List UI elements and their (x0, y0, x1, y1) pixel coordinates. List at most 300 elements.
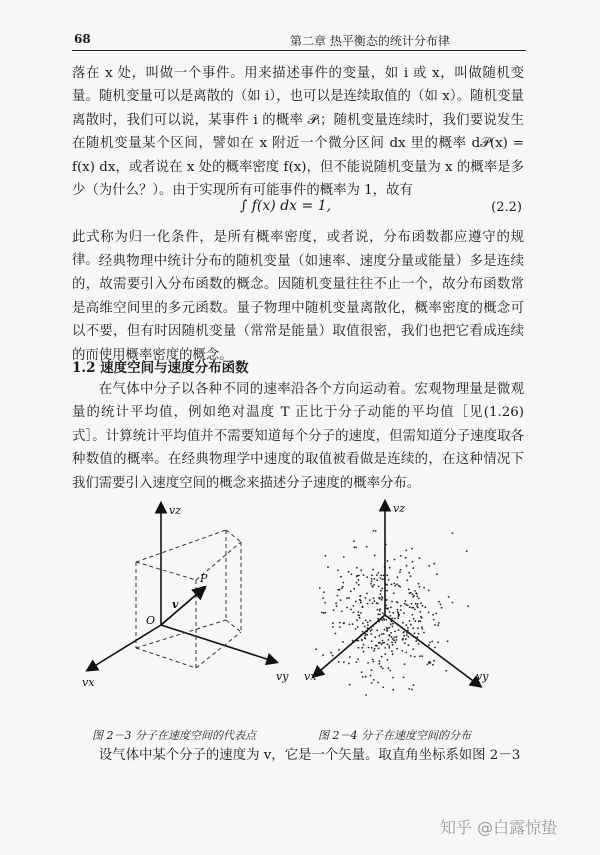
scatter-dot (323, 612, 325, 614)
scatter-dot (371, 578, 373, 580)
scatter-dot (373, 530, 375, 532)
scatter-dot (372, 603, 374, 605)
scatter-dot (396, 636, 398, 638)
scatter-dot (419, 611, 421, 613)
scatter-dot (357, 614, 359, 616)
scatter-dot (406, 579, 408, 581)
scatter-dot (383, 633, 385, 635)
scatter-dot (404, 603, 406, 605)
scatter-dot (339, 589, 341, 591)
scatter-dot (413, 595, 415, 597)
scatter-dot (383, 642, 385, 644)
scatter-dot (373, 584, 375, 586)
scatter-dot (365, 620, 367, 622)
scatter-dot (353, 547, 355, 549)
scatter-dot (379, 610, 381, 612)
scatter-dot (413, 684, 415, 686)
scatter-dot (343, 556, 345, 558)
scatter-dot (324, 602, 326, 604)
scatter-dot (405, 652, 407, 654)
scatter-dot (351, 573, 353, 575)
scatter-dot (452, 532, 454, 534)
label-point: P (200, 572, 208, 585)
scatter-dot (376, 574, 378, 576)
scatter-dot (414, 590, 416, 592)
scatter-dot (365, 597, 367, 599)
scatter-dot (405, 557, 407, 559)
scatter-dot (353, 612, 355, 614)
scatter-dot (372, 569, 374, 571)
scatter-dot (371, 640, 373, 642)
label-vector: v (172, 598, 179, 611)
scatter-dot (412, 567, 414, 569)
scatter-dot (365, 638, 367, 640)
scatter-dot (358, 647, 360, 649)
scatter-dot (405, 604, 407, 606)
scatter-dot (432, 664, 434, 666)
scatter-dot (421, 626, 423, 628)
scatter-dot (362, 622, 364, 624)
scatter-dot (349, 684, 351, 686)
scatter-dot (402, 638, 404, 640)
scatter-dot (361, 647, 363, 649)
scatter-dot (362, 631, 364, 633)
scatter-dot (404, 642, 406, 644)
scatter-dot (389, 627, 391, 629)
scatter-dot (414, 656, 416, 658)
scatter-dot (412, 648, 414, 650)
scatter-dot (380, 593, 382, 595)
scatter-dot (341, 611, 343, 613)
scatter-dot (388, 639, 390, 641)
scatter-dot (388, 579, 390, 581)
scatter-dot (360, 569, 362, 571)
scatter-dot (355, 601, 357, 603)
scatter-dot (353, 540, 355, 542)
scatter-dot (348, 663, 350, 665)
scatter-dot (396, 648, 398, 650)
label-vx: vx (304, 670, 317, 683)
scatter-dot (412, 593, 414, 595)
scatter-dot (448, 596, 450, 598)
scatter-dot (411, 689, 413, 691)
scatter-dot (398, 629, 400, 631)
caption-figure-2-3: 图 2－3 分子在速度空间的代表点 (92, 729, 256, 742)
scatter-dot (413, 607, 415, 609)
scatter-dot (361, 639, 363, 641)
scatter-dot (395, 641, 397, 643)
scatter-dot (372, 586, 374, 588)
scatter-dot (391, 636, 393, 638)
scatter-dot (392, 644, 394, 646)
scatter-dot (324, 612, 326, 614)
scatter-dot (431, 641, 433, 643)
scatter-dot (408, 644, 410, 646)
point-p (202, 586, 206, 590)
scatter-dot (405, 550, 407, 552)
scatter-dot (428, 612, 430, 614)
scatter-dot (340, 576, 342, 578)
scatter-dot (409, 606, 411, 608)
scatter-dot (378, 586, 380, 588)
scatter-dot (397, 602, 399, 604)
scatter-dot (428, 662, 430, 664)
scatter-dot (359, 617, 361, 619)
scatter-dot (332, 622, 334, 624)
scatter-dot (342, 641, 344, 643)
scatter-dot (371, 682, 373, 684)
scatter-dot (397, 617, 399, 619)
scatter-dot (403, 632, 405, 634)
scatter-dot (342, 582, 344, 584)
scatter-dot (379, 660, 381, 662)
scatter-dot (400, 555, 402, 557)
label-vy: vy (476, 670, 489, 683)
paragraph-velocity-space: 在气体中分子以各种不同的速率沿各个方向运动着。宏观物理量是微观量的统计平均值，例如绝对温度 T 正比于分子动能的平均值［见(1.26)式］。计算统计平均值并不需要知道每个分子的速度，但需知道分子速度取各种数值的概率。在经典物理学中速度的取值被看做是连续的，在这种情况下我们需要引入速度空间的概念来描述分子速度的概率分布。 (72, 382, 524, 491)
scatter-dot (386, 627, 388, 629)
scatter-dot (350, 591, 352, 593)
scatter-dot (356, 619, 358, 621)
scatter-dot (391, 601, 393, 603)
scatter-dot (390, 632, 392, 634)
scatter-dot (373, 650, 375, 652)
scatter-dot (432, 614, 434, 616)
scatter-dot (348, 571, 350, 573)
scatter-dot (356, 567, 358, 569)
scatter-dot (380, 666, 382, 668)
scatter-dot (380, 590, 382, 592)
scatter-dot (410, 624, 412, 626)
scatter-dot (467, 605, 469, 607)
scatter-dot (376, 629, 378, 631)
scatter-dot (384, 647, 386, 649)
equation-number: (2.2) (491, 200, 522, 215)
scatter-dot (418, 583, 420, 585)
scatter-dot (371, 574, 373, 576)
scatter-dot (407, 604, 409, 606)
normalization-equation (72, 196, 524, 224)
scatter-dot (424, 606, 426, 608)
label-vz: vz (393, 502, 406, 515)
scatter-dot (369, 599, 371, 601)
scatter-dot (366, 546, 368, 548)
scatter-dot (342, 586, 344, 588)
scatter-dot (421, 655, 423, 657)
scatter-dot (418, 620, 420, 622)
page-header (72, 28, 526, 51)
scatter-dot (364, 635, 366, 637)
scatter-dot (404, 663, 406, 665)
scatter-dot (349, 624, 351, 626)
scatter-dot (361, 671, 363, 673)
scatter-dot (408, 589, 410, 591)
scatter-dot (327, 566, 329, 568)
scatter-dot (452, 602, 454, 604)
scatter-dot (377, 609, 379, 611)
scatter-dot (436, 573, 438, 575)
scatter-dot (325, 555, 327, 557)
scatter-dot (338, 661, 340, 663)
scatter-dot (394, 559, 396, 561)
scatter-dot (386, 590, 388, 592)
scatter-dot (386, 630, 388, 632)
scatter-dot (392, 612, 394, 614)
scatter-dot (369, 620, 371, 622)
scatter-dot (374, 578, 376, 580)
scatter-dot (358, 579, 360, 581)
scatter-dot (376, 645, 378, 647)
scatter-dot (418, 633, 420, 635)
scatter-dot (339, 622, 341, 624)
scatter-dot (363, 644, 365, 646)
scatter-dot (353, 605, 355, 607)
scatter-dot (408, 572, 410, 574)
scatter-dot (399, 586, 401, 588)
scatter-dot (346, 607, 348, 609)
scatter-dot (415, 603, 417, 605)
scatter-dot (441, 607, 443, 609)
scatter-dot (381, 643, 383, 645)
scatter-dot (421, 628, 423, 630)
scatter-dot (336, 605, 338, 607)
scatter-dot (415, 640, 417, 642)
scatter-dot (322, 597, 324, 599)
scatter-dot (417, 603, 419, 605)
scatter-dot (387, 644, 389, 646)
scatter-dot (382, 597, 384, 599)
scatter-dot (380, 577, 382, 579)
scatter-dot (391, 584, 393, 586)
label-vy: vy (276, 670, 289, 683)
scatter-dot (355, 547, 357, 549)
scatter-dot (355, 628, 357, 630)
paragraph-classical-distribution: 经典物理中统计分布的随机变量（如速率、速度分量或能量）多是连续的，故需要引入分布函数的概念。因随机变量往往不止一个，故分布函数常是高维空间里的多元函数。量子物理中随机变量离散化，概率密度的概念可以不要，但有时因随机变量（常常是能量）取值很密，我们也把它看成连续的而使用概率密度的概念。 (72, 254, 524, 363)
scatter-dot (433, 563, 435, 565)
scatter-dot (335, 602, 337, 604)
scatter-dot (382, 668, 384, 670)
scatter-points (315, 530, 469, 696)
scatter-dot (388, 667, 390, 669)
scatter-dot (379, 598, 381, 600)
scatter-dot (341, 587, 343, 589)
scatter-dot (414, 632, 416, 634)
paragraph-random-variables: 落在 x 处，叫做一个事件。用来描述事件的变量，如 i 或 x，叫做随机变量。随机变量可以是离散的（如 i），也可以是连续取值的（如 x）。随机变量离散时，我们可以说，某事件 i 的概率 𝒫ᵢ；随机变量连续时，我们要说发生在随机变量某个区间，譬如在 x 附近一个微分区间 dx 里的概率 d𝒫(x) = f(x) dx，或者说在 x 处的概率密度 f(x)，但不能说随机变量为 x 的概率是多少（为什么？）。由于实现所有可能事件的概率为 1，故有 (72, 66, 524, 199)
scatter-dot (422, 605, 424, 607)
label-vz: vz (169, 504, 182, 517)
scatter-dot (376, 579, 378, 581)
scatter-dot (389, 567, 391, 569)
scatter-dot (373, 597, 375, 599)
scatter-dot (337, 595, 339, 597)
caption-figure-2-4: 图 2－4 分子在速度空间的分布 (318, 729, 471, 742)
scatter-dot (433, 660, 435, 662)
page-number: 68 (74, 32, 91, 46)
scatter-dot (392, 623, 394, 625)
scatter-dot (381, 633, 383, 635)
scatter-dot (391, 642, 393, 644)
scatter-dot (384, 629, 386, 631)
scatter-dot (402, 622, 404, 624)
scatter-dot (355, 661, 357, 663)
scatter-dot (447, 640, 449, 642)
scatter-dot (428, 590, 430, 592)
scatter-dot (370, 633, 372, 635)
scatter-dot (382, 579, 384, 581)
scatter-dot (375, 530, 377, 532)
scatter-dot (409, 620, 411, 622)
scatter-dot (352, 623, 354, 625)
section-title: 1.2 速度空间与速度分布函数 (72, 360, 249, 376)
scatter-dot (405, 638, 407, 640)
scatter-dot (378, 642, 380, 644)
scatter-dot (378, 647, 380, 649)
scatter-dot (389, 647, 391, 649)
scatter-dot (416, 596, 418, 598)
scatter-dot (403, 635, 405, 637)
scatter-dot (332, 626, 334, 628)
scatter-dot (429, 642, 431, 644)
scatter-dot (371, 580, 373, 582)
scatter-dot (387, 608, 389, 610)
scatter-dot (401, 650, 403, 652)
scatter-dot (428, 565, 430, 567)
vx-axis (88, 625, 161, 670)
scatter-dot (418, 598, 420, 600)
scatter-dot (333, 609, 335, 611)
scatter-dot (412, 627, 414, 629)
scatter-dot (433, 619, 435, 621)
scatter-dot (388, 645, 390, 647)
scatter-dot (434, 624, 436, 626)
scatter-dot (343, 622, 345, 624)
scatter-dot (421, 617, 423, 619)
scatter-dot (339, 626, 341, 628)
chapter-title: 第二章 热平衡态的统计分布律 (290, 34, 450, 48)
scatter-dot (338, 649, 340, 651)
scatter-dot (414, 620, 416, 622)
scatter-dot (417, 627, 419, 629)
scatter-dot (410, 655, 412, 657)
paragraph-normalization: 此式称为归一化条件，是所有概率密度，或者说，分布函数都应遵守的规律。 (72, 230, 524, 269)
scatter-dot (435, 613, 437, 615)
scatter-dot (396, 639, 398, 641)
scatter-dot (389, 611, 391, 613)
scatter-dot (357, 658, 359, 660)
scatter-dot (393, 639, 395, 641)
scatter-dot (438, 622, 440, 624)
scatter-dot (393, 592, 395, 594)
scatter-dot (390, 607, 392, 609)
scatter-dot (346, 597, 348, 599)
scatter-dot (343, 661, 345, 663)
scatter-dot (394, 637, 396, 639)
scatter-dot (394, 618, 396, 620)
scatter-dot (410, 575, 412, 577)
scatter-dot (358, 611, 360, 613)
scatter-dot (332, 655, 334, 657)
scatter-dot (445, 670, 447, 672)
scatter-dot (382, 686, 384, 688)
scatter-dot (438, 601, 440, 603)
scatter-dot (371, 669, 373, 671)
scatter-dot (437, 641, 439, 643)
scatter-dot (367, 624, 369, 626)
scatter-dot (378, 613, 380, 615)
figure-velocity-point (76, 490, 306, 720)
scatter-dot (319, 587, 321, 589)
scatter-dot (392, 626, 394, 628)
scatter-dot (428, 644, 430, 646)
scatter-dot (340, 599, 342, 601)
scatter-dot (363, 651, 365, 653)
scatter-dot (419, 557, 421, 559)
scatter-dot (330, 652, 332, 654)
scatter-dot (353, 588, 355, 590)
scatter-dot (377, 682, 379, 684)
scatter-dot (360, 602, 362, 604)
vy-axis (385, 615, 480, 686)
scatter-dot (423, 587, 425, 589)
scatter-dot (397, 609, 399, 611)
scatter-dot (406, 634, 408, 636)
scatter-dot (403, 612, 405, 614)
scatter-dot (392, 638, 394, 640)
scatter-dot (409, 592, 411, 594)
scatter-dot (385, 619, 387, 621)
scatter-dot (419, 655, 421, 657)
scatter-dot (400, 569, 402, 571)
scatter-dot (358, 584, 360, 586)
scatter-dot (411, 614, 413, 616)
scatter-dot (372, 659, 374, 661)
scatter-dot (414, 609, 416, 611)
scatter-dot (390, 623, 392, 625)
scatter-dot (367, 603, 369, 605)
vy-axis (161, 625, 276, 662)
scatter-dot (394, 630, 396, 632)
scatter-dot (364, 626, 366, 628)
figure-velocity-distribution (300, 490, 520, 720)
scatter-dot (382, 612, 384, 614)
scatter-dot (360, 600, 362, 602)
scatter-dot (418, 643, 420, 645)
label-origin: O (146, 614, 156, 627)
scatter-dot (315, 648, 317, 650)
scatter-dot (381, 599, 383, 601)
scatter-dot (337, 569, 339, 571)
scatter-dot (374, 600, 376, 602)
scatter-dot (437, 624, 439, 626)
scatter-dot (412, 561, 414, 563)
scatter-dot (387, 659, 389, 661)
scatter-dot (379, 608, 381, 610)
scatter-dot (370, 630, 372, 632)
scatter-dot (416, 605, 418, 607)
scatter-dot (367, 662, 369, 664)
scatter-dot (379, 614, 381, 616)
scatter-dot (335, 633, 337, 635)
scatter-dot (400, 605, 402, 607)
scatter-dot (377, 603, 379, 605)
scatter-dot (420, 620, 422, 622)
scatter-dot (399, 571, 401, 573)
scatter-dot (322, 654, 324, 656)
scatter-dot (362, 676, 364, 678)
scatter-dot (389, 615, 391, 617)
scatter-dot (368, 647, 370, 649)
scatter-dot (423, 632, 425, 634)
scatter-dot (358, 575, 360, 577)
